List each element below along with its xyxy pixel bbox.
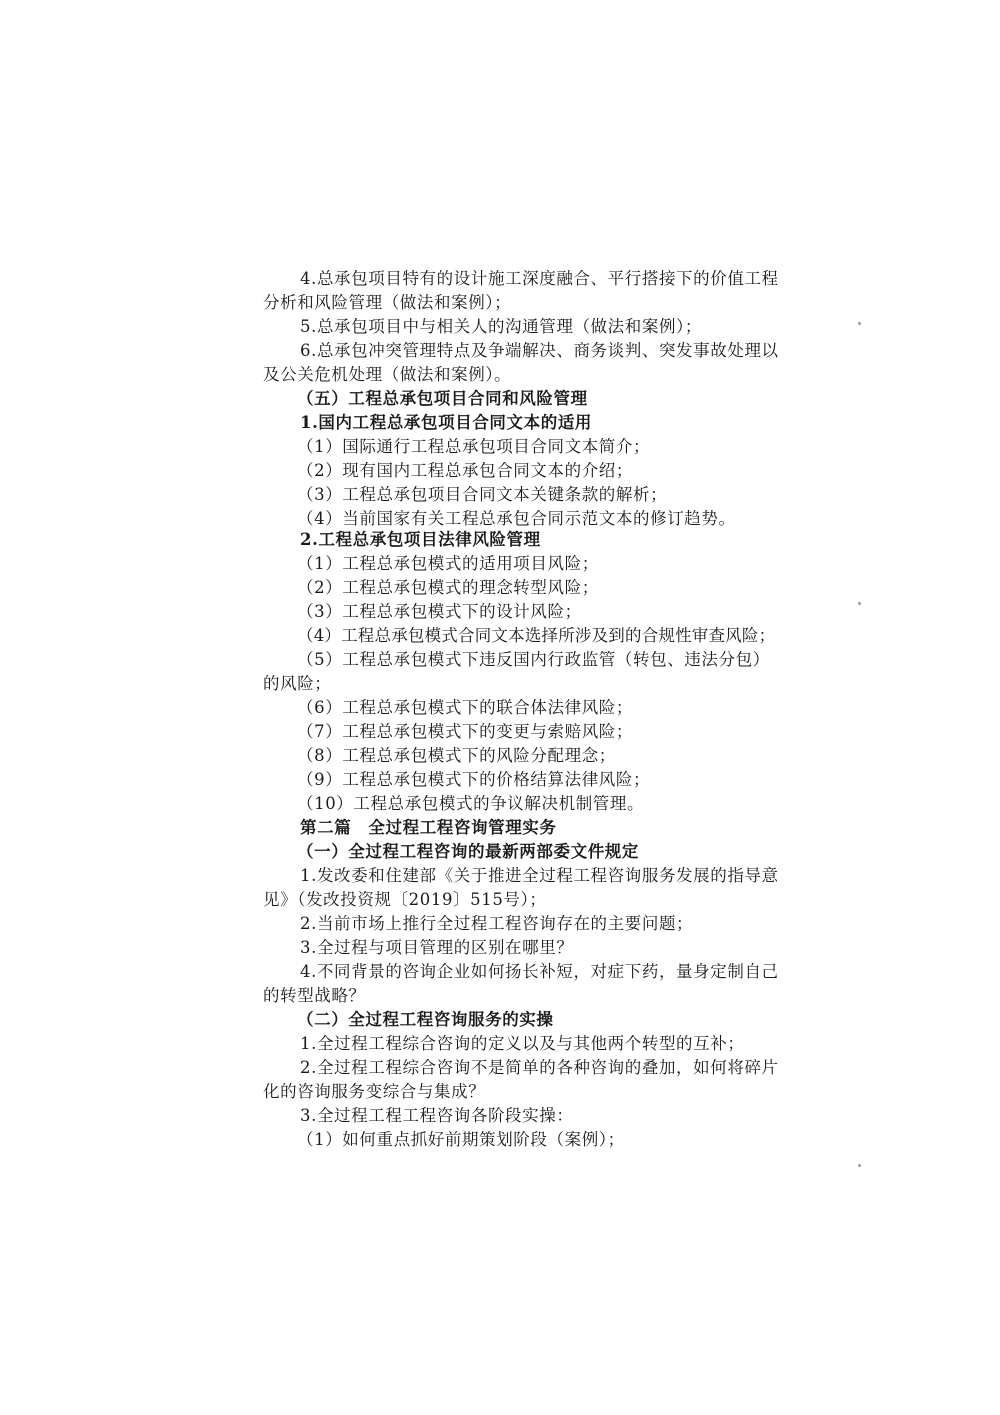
scan-speck [858,1164,861,1167]
text-line: 及公关危机处理（做法和案例）。 [263,365,512,384]
part-heading: 第二篇 全过程工程咨询管理实务 [300,818,557,837]
text-line: 3.全过程工程工程咨询各阶段实操： [300,1106,574,1125]
text-line: 5.总承包项目中与相关人的沟通管理（做法和案例）； [300,317,702,336]
text-line: 分析和风险管理（做法和案例）； [263,293,512,312]
text-line: （6）工程总承包模式下的联合体法律风险； [297,698,633,717]
text-line: （3）工程总承包项目合同文本关键条款的解析； [297,485,668,504]
text-line: 的转型战略？ [263,986,366,1005]
text-line: 2.当前市场上推行全过程工程咨询存在的主要问题； [300,914,694,933]
text-line: （4）工程总承包模式合同文本选择所涉及到的合规性审查风险； [297,626,776,645]
text-line: 2.全过程工程综合咨询不是简单的各种咨询的叠加，如何将碎片 [300,1058,779,1077]
scan-speck [858,322,861,325]
subsection-heading: 1.国内工程总承包项目合同文本的适用 [300,413,593,432]
text-line: （1）国际通行工程总承包项目合同文本简介； [297,437,651,456]
text-line: 4.不同背景的咨询企业如何扬长补短，对症下药，量身定制自己 [300,962,779,981]
section-heading: （二）全过程工程咨询服务的实操 [297,1010,554,1029]
text-line: （8）工程总承包模式下的风险分配理念； [297,746,616,765]
text-line: （7）工程总承包模式下的变更与索赔风险； [297,722,633,741]
text-line: 4.总承包项目特有的设计施工深度融合、平行搭接下的价值工程 [300,269,779,288]
text-line: 3.全过程与项目管理的区别在哪里？ [300,938,574,957]
scan-speck [858,602,861,605]
text-line: 1.发改委和住建部《关于推进全过程工程咨询服务发展的指导意 [300,866,779,885]
text-line: 化的咨询服务变综合与集成？ [263,1082,486,1101]
text-line: （9）工程总承包模式下的价格结算法律风险； [297,770,651,789]
text-line: 6.总承包冲突管理特点及争端解决、商务谈判、突发事故处理以 [300,341,779,360]
text-line: （5）工程总承包模式下违反国内行政监管（转包、违法分包） [297,650,770,669]
text-line: （2）现有国内工程总承包合同文本的介绍； [297,461,633,480]
text-line: （4）当前国家有关工程总承包合同示范文本的修订趋势。 [297,509,736,528]
text-line: （2）工程总承包模式的理念转型风险； [297,578,599,597]
section-heading: （一）全过程工程咨询的最新两部委文件规定 [297,842,639,861]
text-line: 1.全过程工程综合咨询的定义以及与其他两个转型的互补； [300,1034,745,1053]
text-line: （3）工程总承包模式下的设计风险； [297,602,582,621]
subsection-heading: 2.工程总承包项目法律风险管理 [300,530,541,549]
text-line: （1）工程总承包模式的适用项目风险； [297,554,599,573]
text-line: （10）工程总承包模式的争议解决机制管理。 [297,794,645,813]
text-line: 见》（发改投资规〔2019〕515号）； [263,890,547,909]
text-line: 的风险； [263,674,332,693]
section-heading: （五）工程总承包项目合同和风险管理 [297,389,588,408]
text-line: （1）如何重点抓好前期策划阶段（案例）； [297,1130,625,1149]
